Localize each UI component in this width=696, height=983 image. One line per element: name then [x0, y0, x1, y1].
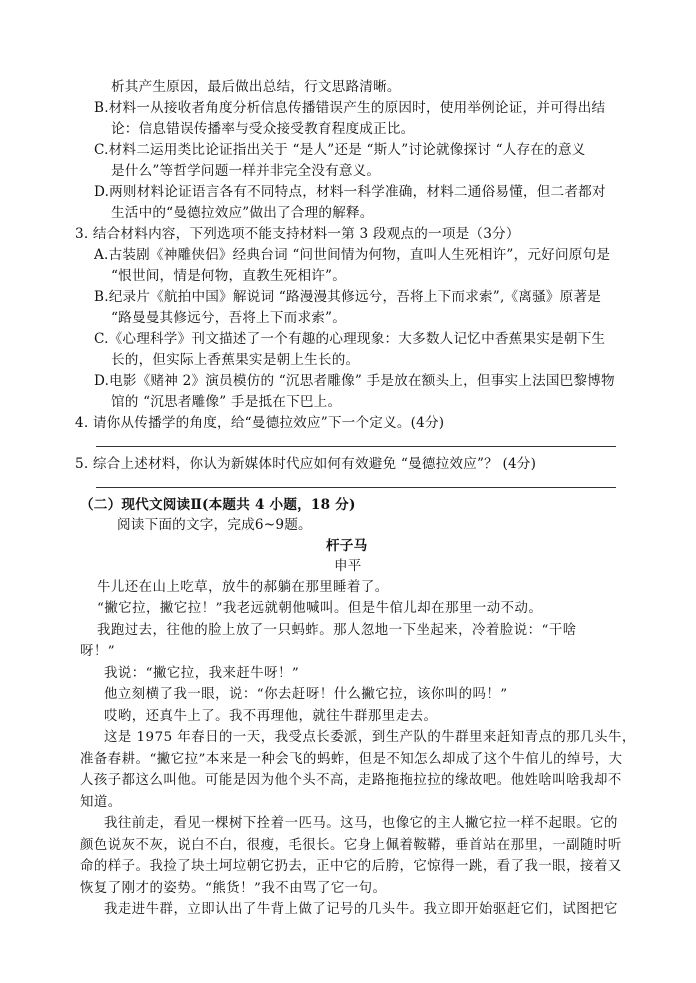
- text-line: 论：信息错误传播率与受众接受教育程度成正比。: [111, 121, 415, 137]
- text-line: “路曼曼其修远兮，吾将上下而求索”。: [111, 310, 346, 326]
- question-5: 5. 综合上述材料，你认为新媒体时代应如何有效避免 “曼德拉效应”？ (4分): [75, 456, 537, 472]
- story-line: 人孩子都这么叫他。可能是因为他个头不高，走路拖拖拉拉的缘故吧。他姓啥叫啥我却不: [80, 773, 622, 788]
- text-line: 长的，但实际上香蕉果实是朝上生长的。: [111, 352, 360, 368]
- story-line: 准备春耕。“撇它拉”本来是一种会飞的蚂蚱，但是不知怎么却成了这个牛倌儿的绰号，大: [80, 752, 623, 767]
- option-d-line: D.两则材料论证语言各有不同特点，材料一科学准确，材料二通俗易懂，但二者都对: [94, 184, 606, 200]
- option-a-line: A.古装剧《神雕侠侣》经典台词 “问世间情为何物，直叫人生死相许”，元好问原句是: [94, 247, 611, 263]
- question-4: 4. 请你从传播学的角度，给“曼德拉效应”下一个定义。(4分): [75, 415, 445, 431]
- story-paragraph: 哎哟，还真牛上了。我不再理他，就往牛群那里走去。: [104, 709, 438, 724]
- question-3: 3. 结合材料内容，下列选项不能支持材料一第 3 段观点的一项是（3分）: [75, 226, 520, 242]
- story-paragraph: 他立刻横了我一眼，说：“你去赶呀！什么撇它拉，该你叫的吗！”: [104, 687, 508, 702]
- text-line: 馆的 “沉思者雕像” 手是抵在下巴上。: [111, 394, 342, 410]
- option-d-line: D.电影《赌神 2》演员模仿的 “沉思者雕像” 手是放在额头上，但事实上法国巴黎博物: [94, 373, 615, 389]
- story-author: 申平: [334, 558, 362, 574]
- text-line: “恨世间，情是何物，直教生死相许”。: [111, 268, 346, 284]
- story-paragraph: 这是 1975 年春日的一天，我受点长委派，到生产队的牛群里来赶知青点的那几头牛，: [104, 730, 636, 745]
- story-line: 知道。: [80, 795, 122, 810]
- instruction-line: 阅读下面的文字，完成6~9题。: [117, 517, 312, 533]
- story-line: 颜色说灰不灰，说白不白，很瘦，毛很长。它身上佩着鞍鞯，垂首站在那里，一副随时听: [80, 838, 622, 853]
- text-line: 生活中的“曼德拉效应”做出了合理的解释。: [111, 205, 374, 221]
- answer-line: [96, 446, 616, 447]
- story-line: 呀！”: [80, 644, 116, 659]
- option-c-line: C.《心理科学》刊文描述了一个有趣的心理现象：大多数人记忆中香蕉果实是朝下生: [94, 331, 606, 347]
- story-title: 杆子马: [326, 538, 368, 554]
- text-line: 是什么”等哲学问题一样并非完全没有意义。: [111, 163, 381, 179]
- text-line: 析其产生原因，最后做出总结，行文思路清晰。: [111, 79, 401, 95]
- story-paragraph: 我往前走，看见一棵树下拴着一匹马。这马，也像它的主人撇它拉一样不起眼。它的: [104, 816, 618, 831]
- option-b-line: B.纪录片《航拍中国》解说词 “路漫漫其修远兮，吾将上下而求索”,《离骚》原著是: [94, 289, 602, 305]
- section-heading: （二）现代文阅读Ⅱ(本题共 4 小题，18 分): [80, 497, 356, 513]
- answer-line: [96, 487, 616, 488]
- option-c-line: C.材料二运用类比论证指出关于 “是人”还是 “斯人”讨论就像探讨 “人存在的意义: [94, 142, 586, 158]
- story-paragraph: 我走进牛群，立即认出了牛背上做了记号的几头牛。我立即开始驱赶它们，试图把它: [104, 902, 618, 917]
- story-paragraph: “撇它拉，撇它拉！”我老远就朝他喊叫。但是牛倌儿却在那里一动不动。: [97, 601, 543, 616]
- story-paragraph: 牛儿还在山上吃草，放牛的郝躺在那里睡着了。: [97, 580, 389, 595]
- option-b-line: B.材料一从接收者角度分析信息传播错误产生的原因时，使用举例论证，并可得出结: [94, 100, 606, 116]
- story-paragraph: 我跑过去，往他的脸上放了一只蚂蚱。那人忽地一下坐起来，冷着脸说：“干啥: [97, 623, 577, 638]
- story-paragraph: 我说：“撇它拉，我来赶牛呀！”: [104, 666, 300, 681]
- story-line: 恢复了刚才的姿势。“熊货！”我不由骂了它一句。: [80, 881, 387, 896]
- story-line: 命的样子。我捡了块土坷垃朝它扔去，正中它的后胯，它惊得一跳，看了我一眼，接着又: [80, 859, 622, 874]
